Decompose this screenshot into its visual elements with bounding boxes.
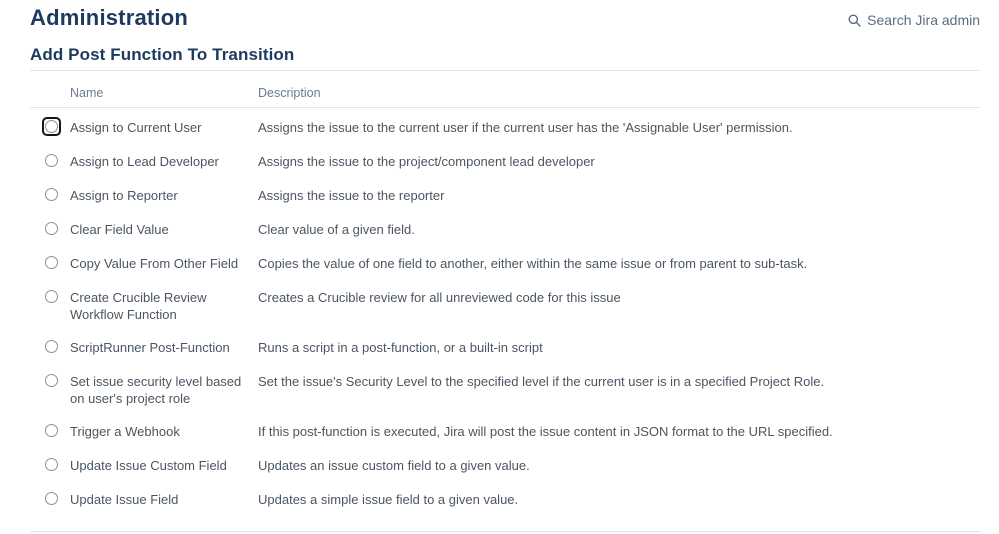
radio-focus-ring	[42, 489, 61, 508]
post-function-name: Set issue security level based on user's project role	[70, 374, 242, 406]
table-row	[30, 247, 980, 281]
post-function-description: Assigns the issue to the current user if the current user has the 'Assignable User' permission.	[258, 120, 793, 135]
table-row	[30, 111, 980, 145]
table-row	[30, 415, 980, 449]
post-function-radio-button[interactable]	[45, 458, 58, 471]
post-function-radio-button[interactable]	[45, 188, 58, 201]
post-function-name: Update Issue Custom Field	[70, 458, 227, 473]
section-title: Add Post Function To Transition	[30, 45, 980, 71]
radio-focus-ring	[42, 455, 61, 474]
post-function-description: If this post-function is executed, Jira will post the issue content in JSON format to the URL specified.	[258, 424, 833, 439]
post-function-description: Clear value of a given field.	[258, 222, 415, 237]
post-function-description: Set the issue's Security Level to the specified level if the current user is in a specified Project Role.	[258, 374, 825, 389]
radio-cell	[30, 491, 70, 509]
radio-cell	[30, 339, 70, 357]
post-function-name: Assign to Reporter	[70, 188, 178, 203]
post-function-radio-button[interactable]	[45, 154, 58, 167]
post-function-description: Copies the value of one field to another, either within the same issue or from parent to sub-task.	[258, 256, 808, 271]
post-function-description: Creates a Crucible review for all unreviewed code for this issue	[258, 290, 621, 305]
table-body	[30, 108, 980, 531]
radio-column-header	[30, 86, 70, 100]
post-function-name: Assign to Current User	[70, 120, 202, 135]
radio-cell	[30, 457, 70, 475]
radio-cell	[30, 153, 70, 171]
post-function-radio-button[interactable]	[45, 424, 58, 437]
post-function-description: Assigns the issue to the project/component lead developer	[258, 154, 595, 169]
post-function-name: Assign to Lead Developer	[70, 154, 219, 169]
table-row	[30, 145, 980, 179]
radio-cell	[30, 255, 70, 273]
post-function-radio-button[interactable]	[45, 222, 58, 235]
search-label: Search Jira admin	[867, 12, 980, 28]
radio-cell	[30, 373, 70, 391]
post-function-name: Create Crucible Review Workflow Function	[70, 290, 207, 322]
radio-cell	[30, 423, 70, 441]
radio-focus-ring	[42, 117, 61, 136]
table-row	[30, 483, 980, 517]
radio-focus-ring	[42, 371, 61, 390]
page-header	[30, 0, 980, 31]
radio-focus-ring	[42, 337, 61, 356]
table-row	[30, 365, 980, 415]
table-header-row	[30, 71, 980, 108]
column-header-name: Name	[70, 86, 104, 100]
post-function-name: Trigger a Webhook	[70, 424, 180, 439]
radio-cell	[30, 187, 70, 205]
radio-cell	[30, 119, 70, 137]
post-function-description: Updates an issue custom field to a given value.	[258, 458, 530, 473]
post-function-radio-button[interactable]	[45, 120, 58, 133]
post-function-description: Updates a simple issue field to a given value.	[258, 492, 519, 507]
radio-cell	[30, 289, 70, 307]
table-row	[30, 281, 980, 331]
radio-cell	[30, 221, 70, 239]
post-function-description: Assigns the issue to the reporter	[258, 188, 445, 203]
table-row	[30, 213, 980, 247]
search-icon	[848, 14, 861, 27]
post-function-name: ScriptRunner Post-Function	[70, 340, 230, 355]
radio-focus-ring	[42, 219, 61, 238]
post-function-radio-button[interactable]	[45, 290, 58, 303]
search-jira-admin-link[interactable]	[848, 12, 980, 28]
table-row	[30, 331, 980, 365]
post-function-description: Runs a script in a post-function, or a built-in script	[258, 340, 543, 355]
radio-focus-ring	[42, 421, 61, 440]
radio-focus-ring	[42, 253, 61, 272]
post-function-table	[30, 71, 980, 532]
post-function-radio-button[interactable]	[45, 374, 58, 387]
post-function-name: Copy Value From Other Field	[70, 256, 239, 271]
page-title: Administration	[30, 5, 189, 30]
post-function-radio-button[interactable]	[45, 256, 58, 269]
radio-focus-ring	[42, 151, 61, 170]
column-header-description: Description	[258, 86, 321, 100]
post-function-name: Update Issue Field	[70, 492, 179, 507]
post-function-radio-button[interactable]	[45, 492, 58, 505]
post-function-name: Clear Field Value	[70, 222, 169, 237]
table-row	[30, 179, 980, 213]
post-function-radio-button[interactable]	[45, 340, 58, 353]
table-row	[30, 449, 980, 483]
admin-page	[30, 0, 980, 532]
radio-focus-ring	[42, 287, 61, 306]
radio-focus-ring	[42, 185, 61, 204]
